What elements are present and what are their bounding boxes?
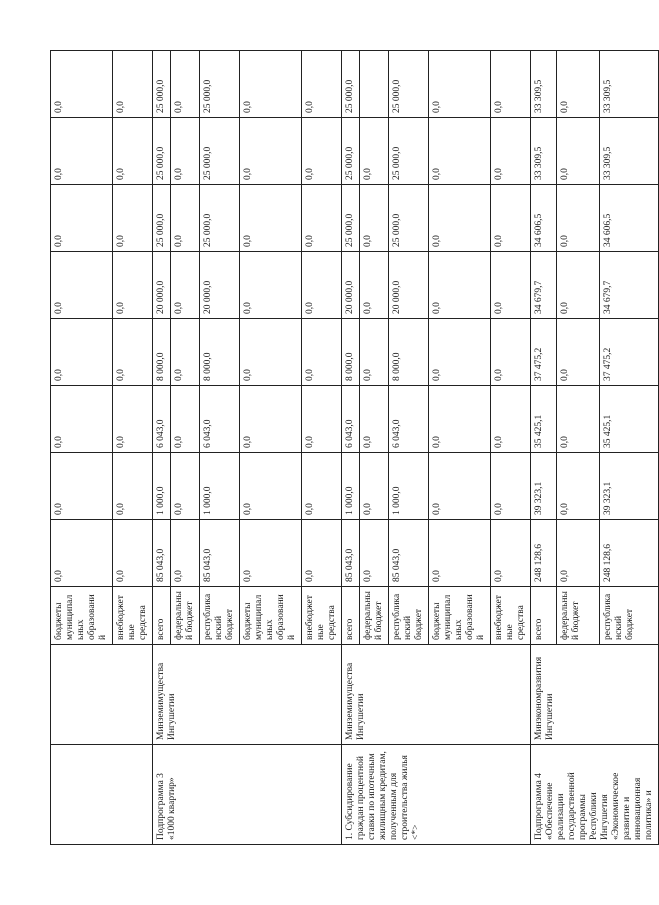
- amount-cell: 0,0: [171, 319, 200, 386]
- amount-cell: 33 309,5: [531, 118, 557, 185]
- amount-cell: 0,0: [557, 520, 600, 587]
- amount-cell: 0,0: [171, 252, 200, 319]
- table-body: [51, 51, 659, 845]
- amount-cell: 0,0: [557, 386, 600, 453]
- amount-cell: 0,0: [557, 118, 600, 185]
- program-name-cell: Подпрограмма 4 «Обеспечение реализации государственной программы Республики Ингушетия «Экономическое развитие и инновационная политика» и: [531, 745, 659, 845]
- table-row: [531, 51, 557, 845]
- amount-cell: 25 000,0: [200, 51, 240, 118]
- funding-source-cell: бюджеты муниципальных образований: [240, 587, 302, 645]
- amount-cell: 0,0: [491, 319, 531, 386]
- funding-source-cell: бюджеты муниципальных образований: [429, 587, 491, 645]
- amount-cell: 0,0: [240, 118, 302, 185]
- amount-cell: 34 606,5: [600, 185, 659, 252]
- amount-cell: 20 000,0: [342, 252, 360, 319]
- amount-cell: 0,0: [360, 319, 389, 386]
- executor-cell: [51, 645, 153, 745]
- amount-cell: 25 000,0: [342, 118, 360, 185]
- amount-cell: 0,0: [429, 185, 491, 252]
- amount-cell: 37 475,2: [600, 319, 659, 386]
- amount-cell: 34 679,7: [600, 252, 659, 319]
- amount-cell: 0,0: [491, 51, 531, 118]
- amount-cell: 1 000,0: [389, 453, 429, 520]
- amount-cell: 33 309,5: [531, 51, 557, 118]
- amount-cell: 8 000,0: [153, 319, 171, 386]
- funding-source-cell: внебюджетные средства: [302, 587, 342, 645]
- amount-cell: 0,0: [51, 252, 113, 319]
- amount-cell: 0,0: [113, 252, 153, 319]
- amount-cell: 0,0: [51, 51, 113, 118]
- amount-cell: 20 000,0: [153, 252, 171, 319]
- funding-source-cell: всего: [153, 587, 171, 645]
- program-name-cell: [51, 745, 153, 845]
- amount-cell: 25 000,0: [342, 51, 360, 118]
- amount-cell: 39 323,1: [600, 453, 659, 520]
- funding-source-cell: республиканский бюджет: [200, 587, 240, 645]
- amount-cell: 0,0: [113, 520, 153, 587]
- amount-cell: 8 000,0: [389, 319, 429, 386]
- amount-cell: 25 000,0: [389, 51, 429, 118]
- amount-cell: 0,0: [491, 252, 531, 319]
- amount-cell: [360, 51, 389, 118]
- amount-cell: 0,0: [302, 386, 342, 453]
- amount-cell: 1 000,0: [153, 453, 171, 520]
- amount-cell: 0,0: [491, 118, 531, 185]
- funding-source-cell: республиканский бюджет: [600, 587, 659, 645]
- funding-source-cell: республиканский бюджет: [389, 587, 429, 645]
- amount-cell: 1 000,0: [342, 453, 360, 520]
- amount-cell: 25 000,0: [153, 118, 171, 185]
- amount-cell: 0,0: [429, 386, 491, 453]
- amount-cell: 0,0: [360, 520, 389, 587]
- amount-cell: 0,0: [51, 118, 113, 185]
- amount-cell: 0,0: [360, 453, 389, 520]
- amount-cell: 248 128,6: [531, 520, 557, 587]
- amount-cell: 85 043,0: [389, 520, 429, 587]
- budget-table: [50, 50, 659, 845]
- amount-cell: 25 000,0: [389, 185, 429, 252]
- amount-cell: 0,0: [51, 185, 113, 252]
- amount-cell: 0,0: [557, 319, 600, 386]
- amount-cell: 0,0: [429, 252, 491, 319]
- amount-cell: 0,0: [171, 453, 200, 520]
- amount-cell: 0,0: [302, 51, 342, 118]
- funding-source-cell: федеральный бюджет: [557, 587, 600, 645]
- amount-cell: 0,0: [557, 252, 600, 319]
- amount-cell: 6 043,0: [153, 386, 171, 453]
- amount-cell: 1 000,0: [200, 453, 240, 520]
- amount-cell: 6 043,0: [389, 386, 429, 453]
- amount-cell: 85 043,0: [200, 520, 240, 587]
- program-name-cell: Подпрограмма 3 «1000 квартир»: [153, 745, 342, 845]
- amount-cell: 85 043,0: [153, 520, 171, 587]
- funding-source-cell: всего: [342, 587, 360, 645]
- rotated-table-wrapper: [50, 50, 654, 845]
- program-name-cell: 1. Субсидирование граждан процентной ставки по ипотечным жилищным кредитам, полученным для строительства жилья <*>: [342, 745, 531, 845]
- amount-cell: 25 000,0: [200, 118, 240, 185]
- amount-cell: 33 309,5: [600, 51, 659, 118]
- amount-cell: 0,0: [113, 185, 153, 252]
- amount-cell: 0,0: [51, 453, 113, 520]
- funding-source-cell: федеральный бюджет: [171, 587, 200, 645]
- amount-cell: 0,0: [360, 185, 389, 252]
- amount-cell: 33 309,5: [600, 118, 659, 185]
- amount-cell: 8 000,0: [200, 319, 240, 386]
- amount-cell: 20 000,0: [200, 252, 240, 319]
- amount-cell: 0,0: [491, 185, 531, 252]
- amount-cell: 0,0: [557, 185, 600, 252]
- amount-cell: 0,0: [429, 520, 491, 587]
- funding-source-cell: внебюджетные средства: [491, 587, 531, 645]
- table-row: [51, 51, 113, 845]
- amount-cell: 0,0: [240, 319, 302, 386]
- amount-cell: 0,0: [171, 386, 200, 453]
- amount-cell: 25 000,0: [389, 118, 429, 185]
- amount-cell: 35 425,1: [531, 386, 557, 453]
- amount-cell: 0,0: [491, 386, 531, 453]
- amount-cell: 0,0: [302, 118, 342, 185]
- amount-cell: 0,0: [302, 319, 342, 386]
- amount-cell: 34 606,5: [531, 185, 557, 252]
- amount-cell: 0,0: [360, 118, 389, 185]
- amount-cell: 0,0: [302, 453, 342, 520]
- funding-source-cell: внебюджетные средства: [113, 587, 153, 645]
- amount-cell: 85 043,0: [342, 520, 360, 587]
- amount-cell: 0,0: [557, 51, 600, 118]
- amount-cell: 0,0: [302, 252, 342, 319]
- executor-cell: Минземимущества Ингушетии: [153, 645, 342, 745]
- amount-cell: 25 000,0: [153, 51, 171, 118]
- amount-cell: 0,0: [113, 453, 153, 520]
- amount-cell: 0,0: [113, 51, 153, 118]
- amount-cell: 0,0: [51, 319, 113, 386]
- amount-cell: 8 000,0: [342, 319, 360, 386]
- amount-cell: 248 128,6: [600, 520, 659, 587]
- amount-cell: 0,0: [240, 386, 302, 453]
- table-row: [153, 51, 171, 845]
- amount-cell: 37 475,2: [531, 319, 557, 386]
- amount-cell: 6 043,0: [200, 386, 240, 453]
- amount-cell: 0,0: [240, 51, 302, 118]
- amount-cell: 0,0: [429, 453, 491, 520]
- amount-cell: 0,0: [240, 453, 302, 520]
- amount-cell: 0,0: [171, 118, 200, 185]
- funding-source-cell: бюджеты муниципальных образований: [51, 587, 113, 645]
- amount-cell: 0,0: [429, 319, 491, 386]
- amount-cell: 20 000,0: [389, 252, 429, 319]
- amount-cell: 0,0: [302, 520, 342, 587]
- amount-cell: 0,0: [360, 252, 389, 319]
- amount-cell: 0,0: [491, 453, 531, 520]
- amount-cell: 0,0: [51, 520, 113, 587]
- amount-cell: 0,0: [302, 185, 342, 252]
- funding-source-cell: всего: [531, 587, 557, 645]
- amount-cell: 0,0: [240, 252, 302, 319]
- funding-source-cell: федеральный бюджет: [360, 587, 389, 645]
- amount-cell: 0,0: [113, 386, 153, 453]
- amount-cell: 0,0: [360, 386, 389, 453]
- amount-cell: 0,0: [240, 185, 302, 252]
- amount-cell: 25 000,0: [200, 185, 240, 252]
- amount-cell: 0,0: [113, 319, 153, 386]
- amount-cell: 0,0: [171, 520, 200, 587]
- amount-cell: 0,0: [171, 51, 200, 118]
- amount-cell: 0,0: [557, 453, 600, 520]
- amount-cell: 0,0: [51, 386, 113, 453]
- amount-cell: 35 425,1: [600, 386, 659, 453]
- amount-cell: 0,0: [171, 185, 200, 252]
- amount-cell: 0,0: [113, 118, 153, 185]
- amount-cell: 0,0: [429, 51, 491, 118]
- amount-cell: 0,0: [491, 520, 531, 587]
- amount-cell: 0,0: [429, 118, 491, 185]
- amount-cell: 6 043,0: [342, 386, 360, 453]
- table-row: [342, 51, 360, 845]
- amount-cell: 25 000,0: [342, 185, 360, 252]
- executor-cell: Минземимущества Ингушетии: [342, 645, 531, 745]
- amount-cell: 0,0: [240, 520, 302, 587]
- amount-cell: 34 679,7: [531, 252, 557, 319]
- executor-cell: Минэкономразвития Ингушетии: [531, 645, 659, 745]
- amount-cell: 25 000,0: [153, 185, 171, 252]
- amount-cell: 39 323,1: [531, 453, 557, 520]
